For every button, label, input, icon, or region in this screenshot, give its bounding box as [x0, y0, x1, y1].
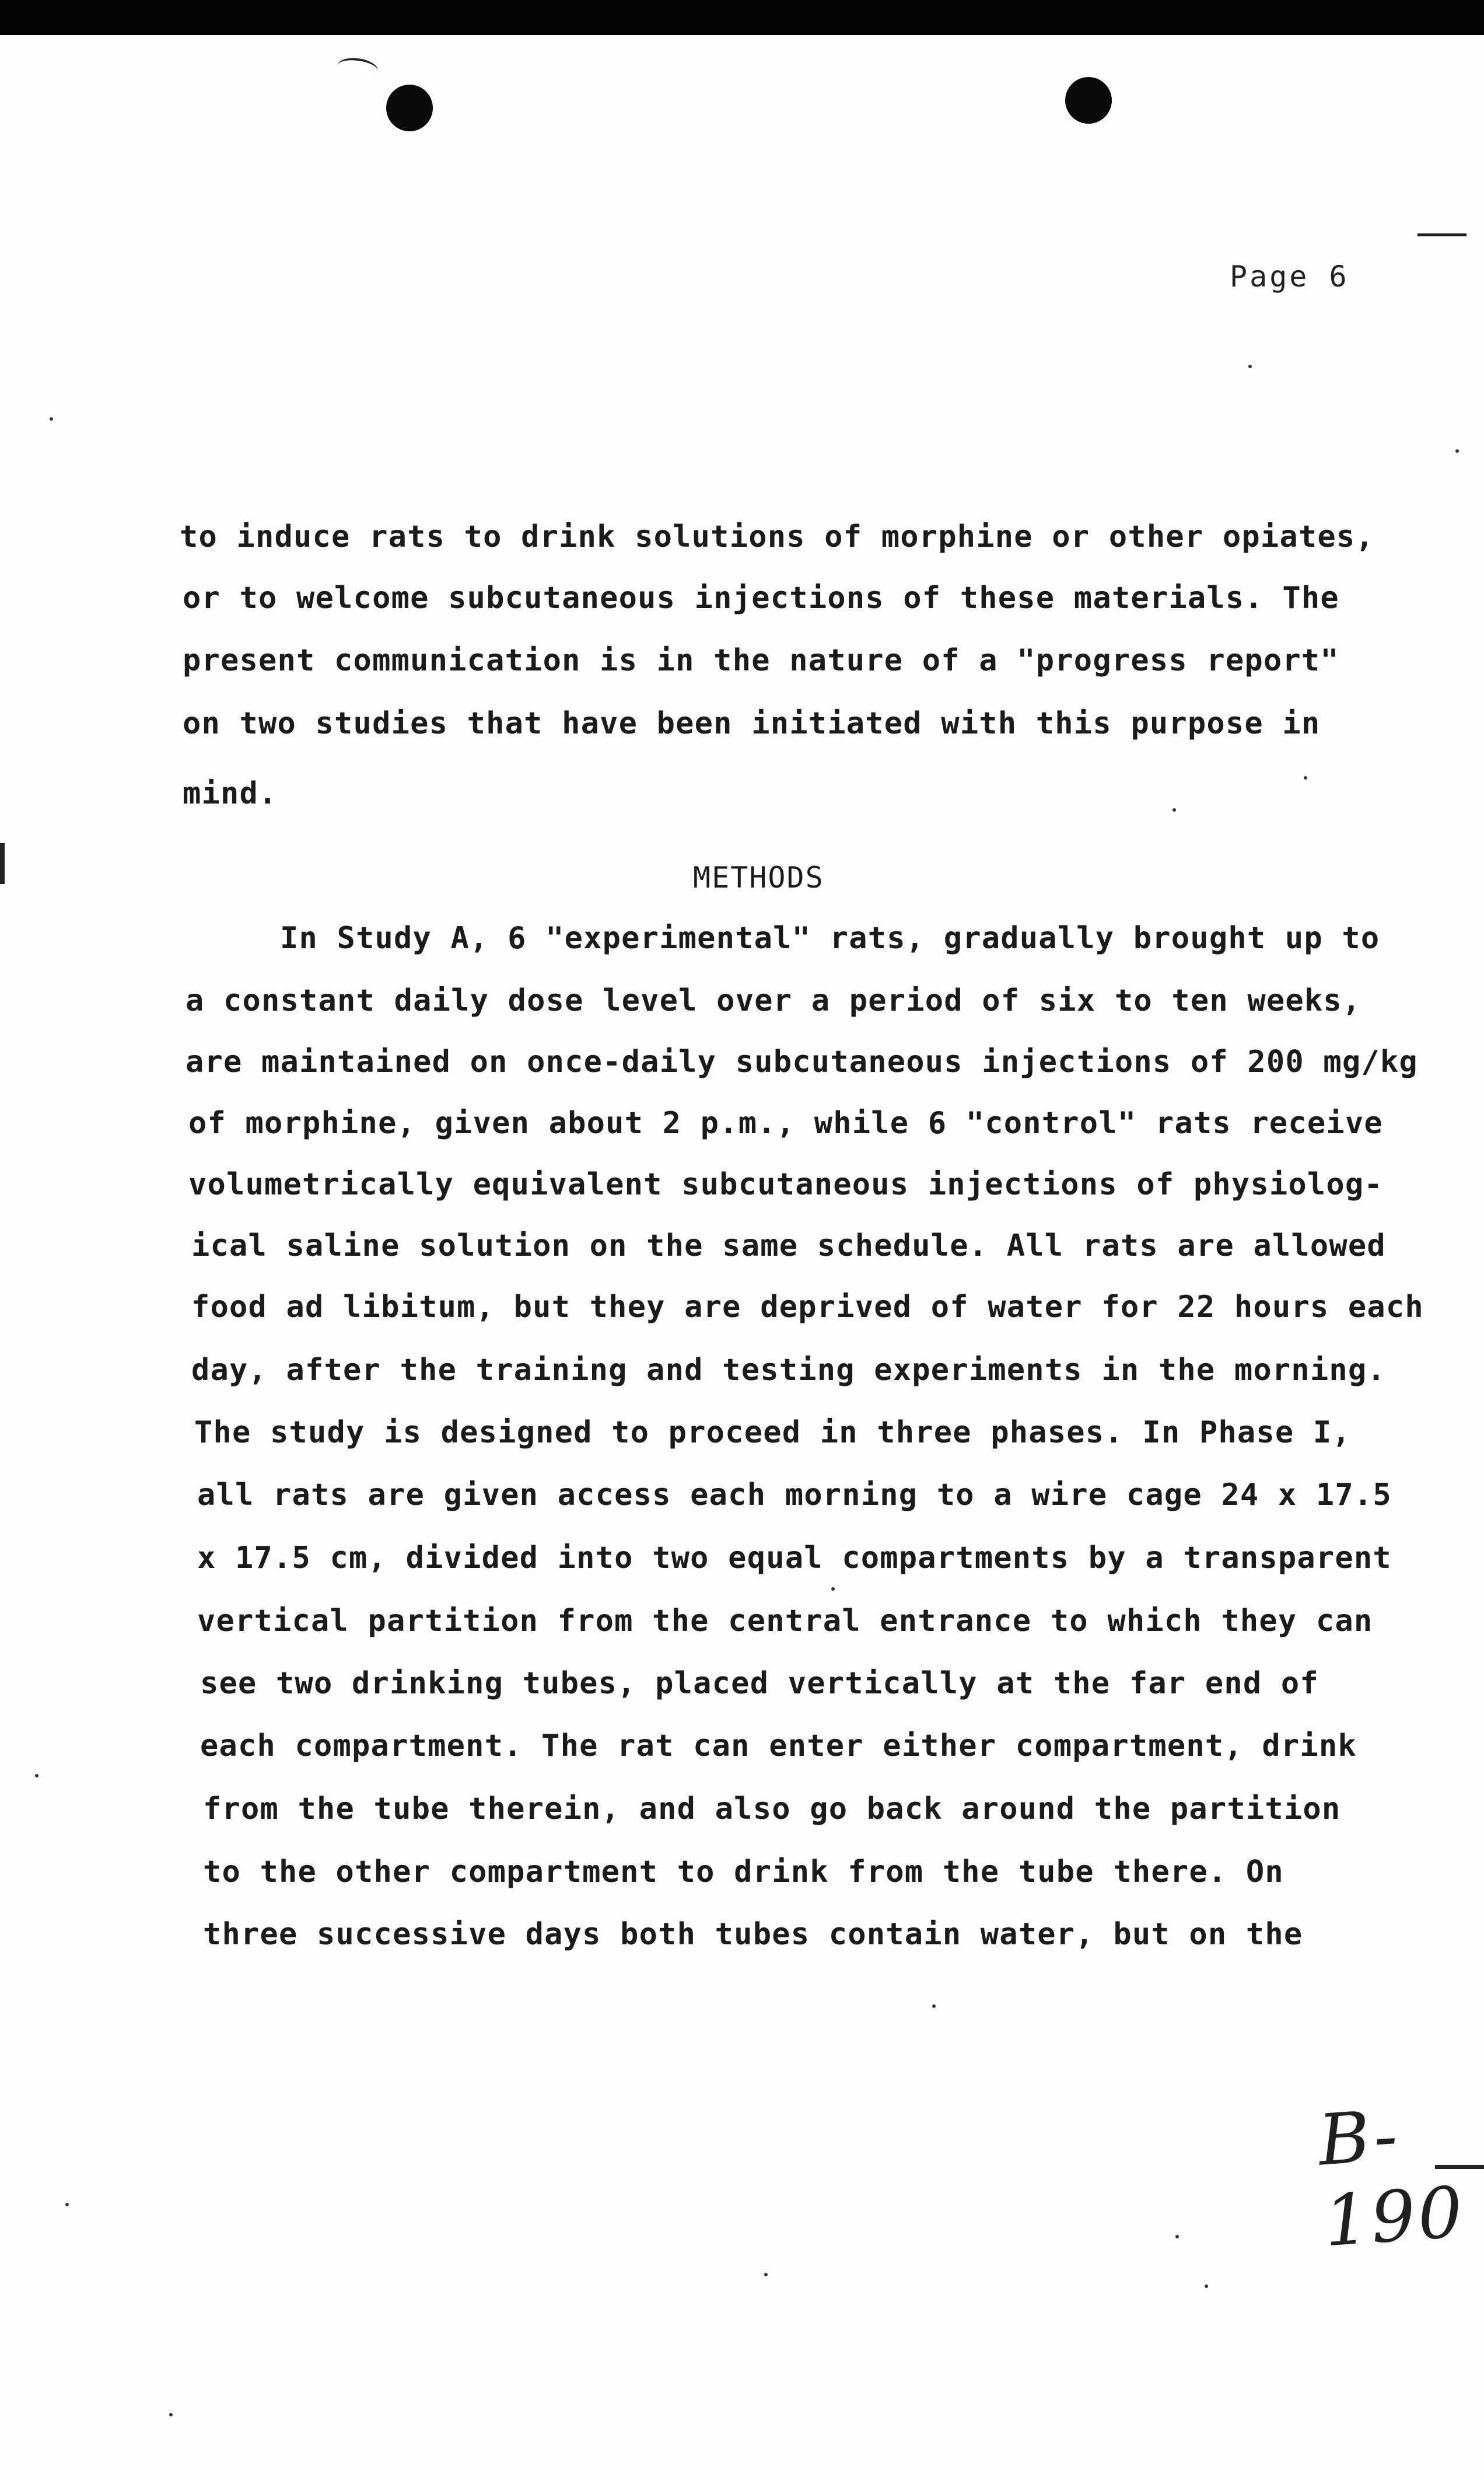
handwritten-reference: B-190	[1315, 2095, 1468, 2263]
methods-line: of morphine, given about 2 p.m., while 6 "control" rats receive	[188, 1106, 1383, 1141]
methods-line: food ad libitum, but they are deprived of water for 22 hours each	[191, 1290, 1424, 1325]
methods-line: volumetrically equivalent subcutaneous injections of physiolog-	[188, 1167, 1383, 1202]
methods-line: ical saline solution on the same schedule. All rats are allowed	[191, 1228, 1386, 1263]
methods-line: each compartment. The rat can enter either compartment, drink	[200, 1728, 1357, 1763]
punch-hole-left	[386, 85, 433, 131]
scan-speck	[169, 2413, 173, 2416]
scan-border	[0, 0, 1484, 35]
methods-line: a constant daily dose level over a period of six to ten weeks,	[186, 983, 1362, 1018]
methods-line: to the other compartment to drink from the tube there. On	[203, 1854, 1284, 1889]
scan-speck	[1304, 776, 1307, 780]
scan-speck	[1455, 449, 1459, 453]
scan-speck	[1172, 808, 1176, 812]
methods-line: are maintained on once-daily subcutaneous injections of 200 mg/kg	[186, 1045, 1418, 1080]
methods-line: three successive days both tubes contain water, but on the	[203, 1917, 1303, 1952]
page-number: Page 6	[1230, 260, 1349, 294]
scan-speck	[1205, 2285, 1208, 2288]
punch-hole-right	[1065, 77, 1112, 124]
methods-line: all rats are given access each morning to a wire cage 24 x 17.5	[197, 1477, 1392, 1513]
scan-speck	[1248, 365, 1252, 368]
scan-speck	[50, 417, 53, 421]
scan-speck	[831, 1587, 835, 1591]
section-heading: METHODS	[693, 861, 824, 895]
body-line: present communication is in the nature of a "progress report"	[183, 643, 1339, 678]
body-line: on two studies that have been initiated with this purpose in	[183, 706, 1321, 741]
methods-line: The study is designed to proceed in three phases. In Phase I,	[194, 1415, 1351, 1450]
edge-mark	[0, 843, 5, 884]
methods-line: see two drinking tubes, placed vertically at the far end of	[200, 1666, 1319, 1701]
methods-line: day, after the training and testing experiments in the morning.	[191, 1353, 1386, 1388]
methods-line: x 17.5 cm, divided into two equal compartments by a transparent	[197, 1541, 1392, 1576]
scan-artifact	[336, 55, 379, 81]
methods-line: from the tube therein, and also go back around the partition	[203, 1791, 1341, 1826]
body-line: or to welcome subcutaneous injections of these materials. The	[183, 581, 1339, 616]
methods-line: vertical partition from the central entrance to which they can	[197, 1604, 1373, 1639]
scan-speck	[65, 2203, 69, 2206]
methods-line: In Study A, 6 "experimental" rats, gradually brought up to	[280, 921, 1380, 956]
scan-speck	[35, 1774, 38, 1777]
scan-speck	[1175, 2235, 1179, 2238]
scan-speck	[764, 2273, 768, 2276]
body-line: mind.	[183, 776, 278, 811]
scan-speck	[932, 2004, 936, 2008]
edge-mark	[1418, 233, 1466, 236]
body-line: to induce rats to drink solutions of morphine or other opiates,	[180, 519, 1374, 554]
